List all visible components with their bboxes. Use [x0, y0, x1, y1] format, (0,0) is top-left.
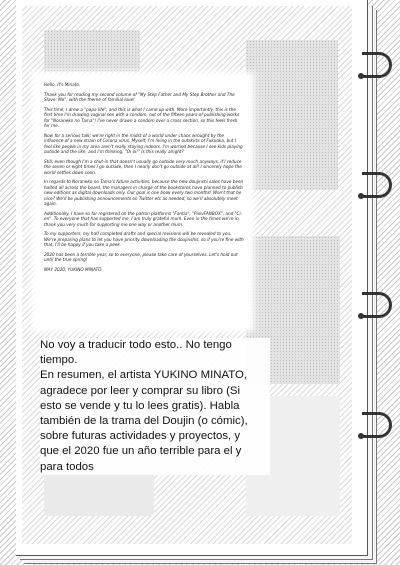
letter-signature: MAY 2020, YUKINO MINATO: [44, 266, 102, 272]
translation-line: que el 2020 fue un año terrible para el y: [40, 445, 242, 458]
letter-paragraph: Thank you for reading my second volume of "My Step Father and My Step Brother and The Slave: Me", with the theme of familial love!: [44, 91, 235, 102]
screentone-panel: [246, 40, 338, 190]
binder-ring-icon: [362, 412, 392, 438]
binder-ring-icon: [362, 52, 392, 78]
translation-line: sobre futuras actividades y proyectos, y: [40, 430, 241, 443]
translation-line: esto se vende y tu lo lees gratis). Habla: [40, 399, 240, 412]
screentone-panel: [44, 30, 140, 72]
letter-paragraph: Hello, it's Minato.: [44, 82, 81, 87]
letter-paragraph: Additionally, I have so far registered on the patron platforms "Fantia", "PixivFANBOX", and "Ci-en". To everyone that has supported me, I am truly grateful mum. Even in the times we're in, thank you very much for supporting me one way or another mum.: [44, 210, 243, 227]
translation-line: tiempo.: [40, 354, 78, 367]
letter-paragraph: This time, I drew a "papa life", and this is what I came up with. More importantly, this is the first time I'm drawing vaginal sex with a condom, out of the fifteen years of publishing works for "Noraneko no Tama"! I've never drawn a condom over a cross section, so this feels fresh for me.: [44, 106, 240, 128]
letter-paragraph: Still, even though I'm a shut-in that doesn't usually go outside very much anyways, if I reduce the seven or eight times I go outside, then I nearly don't go outside at all! I sincerely hope the world settles down soon.: [44, 158, 242, 175]
translation-line: también de la trama del Doujin (o cómic),: [40, 415, 248, 428]
letter-paragraph: 2020 has been a terrible year, so to everyone, please take care of yourselves. Let's hold out until the true spring!: [44, 251, 238, 262]
letter-paragraph: In regards to Noraneko no Tama's future activities; because the new doujinshi sales have been halted all across the board, the managers in charge of the bookstores have planned to publish new editions as digital downloads only. Our goal is one book every two months! Won't that be nice? We'll be publishing announcements on Twitter etc as needed, so we'll absolutely meet again.: [44, 179, 244, 206]
binder-ring-icon: [362, 172, 392, 198]
translation-line: agradece por leer y comprar su libro (Si: [40, 384, 241, 397]
translation-line: En resumen, el artista YUKINO MINATO,: [40, 369, 247, 382]
translation-line: No voy a traducir todo esto.. No tengo: [40, 339, 232, 351]
translation-line: para todos: [40, 460, 94, 473]
spanish-translation-note: [40, 338, 270, 475]
letter-paragraph: To my supporters, my half completed drafts and special revisions will be revealed to you. We're preparing plans to let you have priority downloading the doujinshis, so if you're fine with that, I'll be happy if you take a peek.: [44, 231, 244, 247]
letter-paragraph: Now for a serious talk; we're right in the midst of a world under chaos wrought by the influence of a new strain of Corona virus. Myself, I'm living in the outskirts of Fukuoka, but I feel like people in my area aren't really staying indoors. I'm worried because I see kids playing outside and the like, and I'm thinking, "Oi oi!" Is this really alright?: [44, 132, 243, 154]
binder-ring-icon: [362, 292, 392, 318]
author-afterword-letter: [36, 76, 250, 328]
